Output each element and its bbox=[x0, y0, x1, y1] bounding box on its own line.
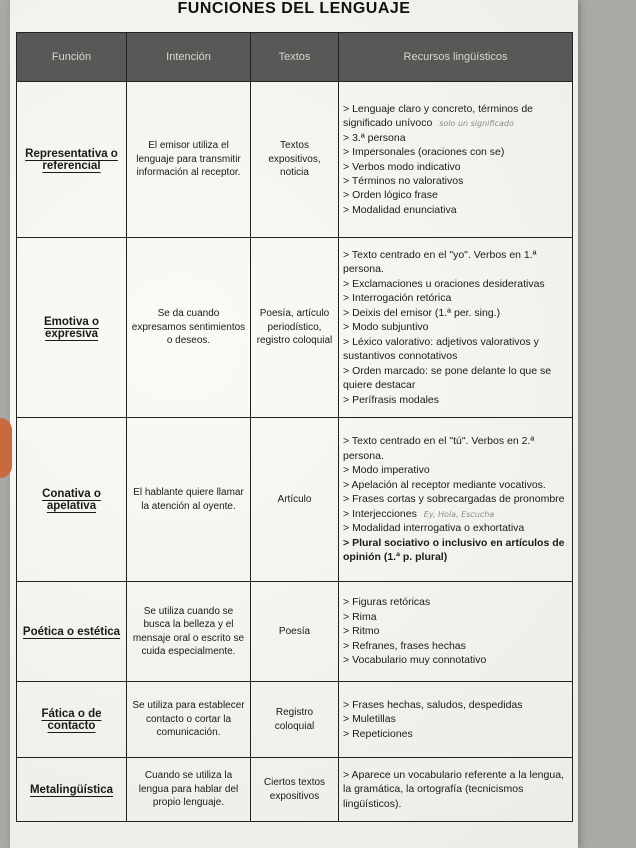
resource-item: > Lenguaje claro y concreto, términos de significado unívoco solo un significado bbox=[343, 102, 568, 131]
resource-item: > Orden marcado: se pone delante lo que se quiere destacar bbox=[343, 364, 568, 393]
functions-table bbox=[16, 32, 573, 822]
function-name: Metalingüística bbox=[17, 758, 127, 822]
resource-item: > Frases cortas y sobrecargadas de pronombre bbox=[343, 492, 568, 506]
resource-item: > Repeticiones bbox=[343, 727, 568, 741]
texts-cell: Poesía bbox=[251, 582, 339, 682]
page-title: FUNCIONES DEL LENGUAJE bbox=[177, 0, 411, 17]
resources-cell bbox=[339, 238, 573, 418]
resource-item: > Modo imperativo bbox=[343, 463, 568, 477]
resource-item: > Frases hechas, saludos, despedidas bbox=[343, 698, 568, 712]
handwritten-note: Ey, Hola, Escucha bbox=[423, 509, 495, 519]
function-name: Fática o de contacto bbox=[17, 682, 127, 758]
resource-item: > Verbos modo indicativo bbox=[343, 160, 568, 174]
resource-item: > Exclamaciones u oraciones desiderativas bbox=[343, 277, 568, 291]
intent-cell: Se utiliza cuando se busca la belleza y el mensaje oral o escrito se cuida especialmente. bbox=[127, 582, 251, 682]
function-name: Conativa o apelativa bbox=[17, 418, 127, 582]
header-function: Función bbox=[17, 33, 127, 82]
function-name: Representativa o referencial bbox=[17, 82, 127, 238]
resource-item: > Modalidad enunciativa bbox=[343, 203, 568, 217]
intent-cell: El hablante quiere llamar la atención al oyente. bbox=[127, 418, 251, 582]
header-row bbox=[17, 33, 573, 82]
resources-cell bbox=[339, 82, 573, 238]
resources-cell bbox=[339, 418, 573, 582]
resource-item: > Ritmo bbox=[343, 624, 568, 638]
resource-item: > Interjecciones Ey, Hola, Escucha bbox=[343, 507, 568, 521]
resource-item: > Refranes, frases hechas bbox=[343, 639, 568, 653]
resource-item: > Rima bbox=[343, 610, 568, 624]
resource-item: > Orden lógico frase bbox=[343, 188, 568, 202]
resource-item: > Deixis del emisor (1.ª per. sing.) bbox=[343, 306, 568, 320]
table-row bbox=[17, 682, 573, 758]
resource-item: > Muletillas bbox=[343, 712, 568, 726]
resource-item: > Apelación al receptor mediante vocativos. bbox=[343, 478, 568, 492]
texts-cell: Poesía, artículo periodístico, registro coloquial bbox=[251, 238, 339, 418]
resource-item: > Impersonales (oraciones con se) bbox=[343, 145, 568, 159]
resource-item: > Perífrasis modales bbox=[343, 393, 568, 407]
table-row bbox=[17, 238, 573, 418]
intent-cell: Se da cuando expresamos sentimientos o deseos. bbox=[127, 238, 251, 418]
texts-cell: Ciertos textos expositivos bbox=[251, 758, 339, 822]
resource-item: > 3.ª persona bbox=[343, 131, 568, 145]
header-resources: Recursos lingüísticos bbox=[339, 33, 573, 82]
table-row bbox=[17, 418, 573, 582]
resources-cell bbox=[339, 582, 573, 682]
texts-cell: Registro coloquial bbox=[251, 682, 339, 758]
intent-cell: Se utiliza para establecer contacto o cortar la comunicación. bbox=[127, 682, 251, 758]
texts-cell: Textos expositivos, noticia bbox=[251, 82, 339, 238]
background-object bbox=[0, 418, 12, 478]
intent-cell: Cuando se utiliza la lengua para hablar del propio lenguaje. bbox=[127, 758, 251, 822]
resource-item: > Figuras retóricas bbox=[343, 595, 568, 609]
table-row bbox=[17, 758, 573, 822]
resource-item: > Interrogación retórica bbox=[343, 291, 568, 305]
function-name: Poética o estética bbox=[17, 582, 127, 682]
intent-cell: El emisor utiliza el lenguaje para transmitir información al receptor. bbox=[127, 82, 251, 238]
texts-cell: Artículo bbox=[251, 418, 339, 582]
resource-item: > Plural sociativo o inclusivo en artículos de opinión (1.ª p. plural) bbox=[343, 536, 568, 565]
resources-cell bbox=[339, 758, 573, 822]
function-name: Emotiva o expresiva bbox=[17, 238, 127, 418]
resource-item: > Vocabulario muy connotativo bbox=[343, 653, 568, 667]
handwritten-note: solo un significado bbox=[439, 119, 514, 129]
resource-item: > Texto centrado en el "yo". Verbos en 1.ª persona. bbox=[343, 248, 568, 277]
header-texts: Textos bbox=[251, 33, 339, 82]
table-row bbox=[17, 82, 573, 238]
resource-item: > Modalidad interrogativa o exhortativa bbox=[343, 521, 568, 535]
resource-item: > Léxico valorativo: adjetivos valorativos y sustantivos connotativos bbox=[343, 335, 568, 364]
resource-item: > Términos no valorativos bbox=[343, 174, 568, 188]
resources-cell bbox=[339, 682, 573, 758]
header-intent: Intención bbox=[127, 33, 251, 82]
table-row bbox=[17, 582, 573, 682]
resource-item: > Aparece un vocabulario referente a la lengua, la gramática, la ortografía (tecnicismos lingüísticos). bbox=[343, 768, 568, 811]
resource-item: > Texto centrado en el "tú". Verbos en 2.ª persona. bbox=[343, 434, 568, 463]
resource-item: > Modo subjuntivo bbox=[343, 320, 568, 334]
